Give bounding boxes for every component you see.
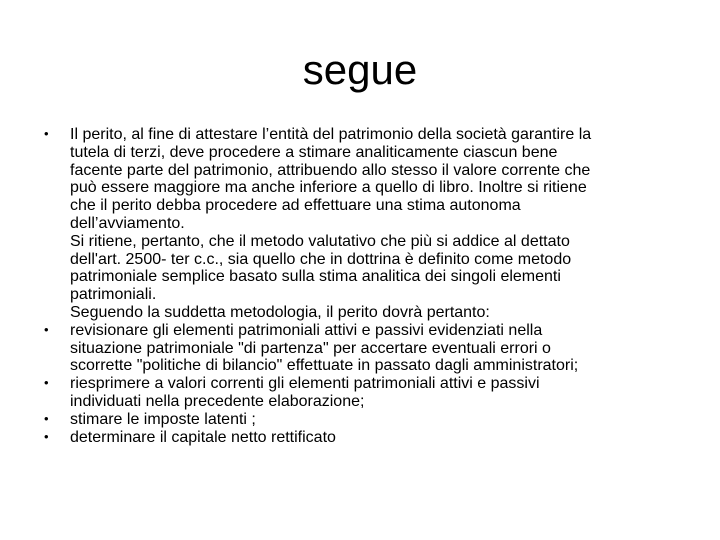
text-line: riesprimere a valori correnti gli elementi patrimoniali attivi e passivi <box>70 375 540 393</box>
text-line: tutela di terzi, deve procedere a stimare analiticamente ciascun bene <box>70 143 558 161</box>
text-line: che il perito debba procedere ad effettuare una stima autonoma <box>70 197 521 215</box>
bullet-icon: • <box>44 321 49 337</box>
bullet-item <box>44 429 684 447</box>
text-line: individuati nella precedente elaborazione; <box>70 392 365 410</box>
text-line: Seguendo la suddetta metodologia, il perito dovrà pertanto: <box>70 303 490 321</box>
bullet-icon: • <box>44 126 49 141</box>
bullet-item <box>44 322 684 375</box>
text-line: stimare le imposte latenti ; <box>70 410 256 428</box>
text-line: determinare il capitale netto rettificato <box>70 428 336 446</box>
bullet-item <box>44 126 684 322</box>
bullet-icon: • <box>44 428 49 444</box>
bullet-item <box>44 375 684 411</box>
text-line: facente parte del patrimonio, attribuendo allo stesso il valore corrente che <box>70 161 591 179</box>
bullet-list <box>44 126 684 446</box>
slide-title: segue <box>302 46 418 93</box>
text-line: Il perito, al fine di attestare l’entità del patrimonio della società garantire la <box>70 126 592 143</box>
text-line: dell’avviamento. <box>70 214 185 232</box>
text-line: scorrette "politiche di bilancio" effettuate in passato dagli amministratori; <box>70 357 579 375</box>
text-line: situazione patrimoniale "di partenza" per accertare eventuali errori o <box>70 339 551 357</box>
bullet-item <box>44 411 684 429</box>
text-line: Si ritiene, pertanto, che il metodo valutativo che più si addice al dettato <box>70 232 570 250</box>
text-line: patrimoniale semplice basato sulla stima analitica dei singoli elementi <box>70 268 561 286</box>
bullet-icon: • <box>44 375 49 391</box>
text-line: può essere maggiore ma anche inferiore a quello di libro. Inoltre si ritiene <box>70 179 587 197</box>
text-line: dell'art. 2500- ter c.c., sia quello che in dottrina è definito come metodo <box>70 250 572 268</box>
text-line: revisionare gli elementi patrimoniali attivi e passivi evidenziati nella <box>70 321 543 339</box>
bullet-icon: • <box>44 410 49 426</box>
text-line: patrimoniali. <box>70 286 157 304</box>
